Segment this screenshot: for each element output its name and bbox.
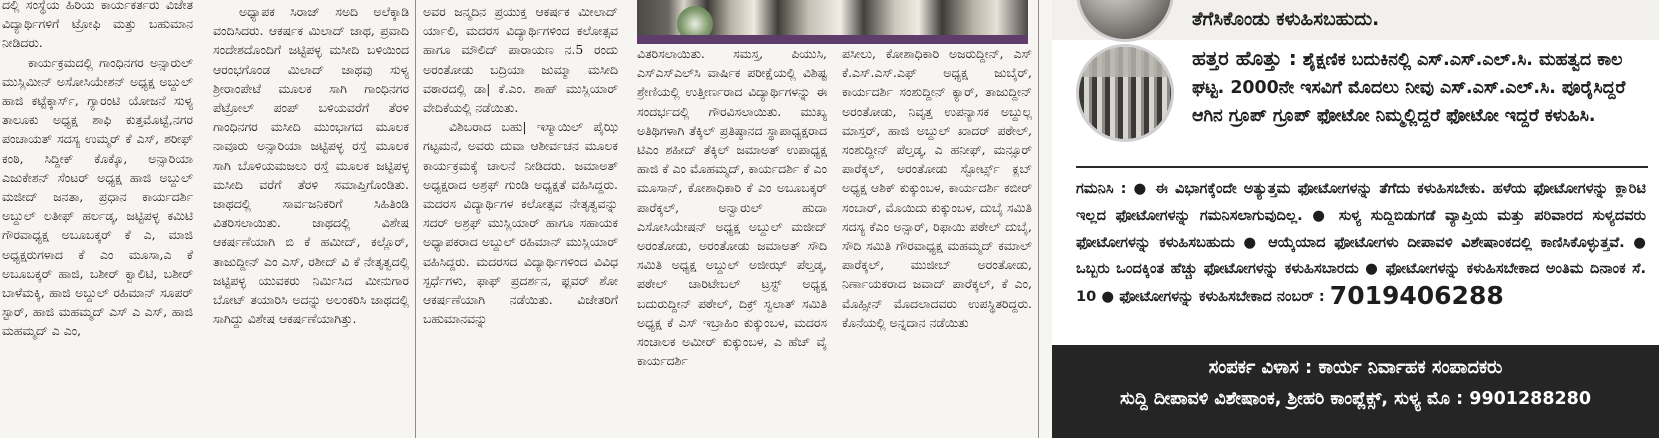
- column-divider: [1038, 0, 1039, 438]
- contact-line-1: ಸಂಪರ್ಕ ವಿಳಾಸ : ಕಾರ್ಯ ನಿರ್ವಾಹಕ ಸಂಪಾದಕರು: [1208, 357, 1503, 378]
- group-photo-circle: [1076, 44, 1174, 142]
- paragraph: ವಿಶಿಬರಾದ ಬಹು| ಇಸ್ಮಾಯಿಲ್ ಪೈಝಿ ಗಟ್ಟಮನೆ, ಅವರು ದುವಾ ಆಶೀರ್ವಚನ ಮೂಲಕ ಕಾರ್ಯಕ್ರಮಕ್ಕೆ ಚಾಲನೆ ನೀಡಿದರು. ಜಮಾಅತ್ ಅಧ್ಯಕ್ಷರಾದ ಅಶ್ರಫ್ ಗುಂಡಿ ಅಧ್ಯಕ್ಷತೆ ವಹಿಸಿದ್ದರು. ಮದರಸ ವಿದ್ಯಾರ್ಥಿಗಳ ಕಲೋತ್ಸವ ನೇತೃತ್ವವನ್ನು ಸದರ್ ಅಶ್ರಫ್ ಮುಸ್ಲಿಯಾರ್ ಹಾಗೂ ಸಹಾಯಕ ಅಧ್ಯಾಪಕರಾದ ಅಬ್ದುಲ್ ರಹಿಮಾನ್ ಮುಸ್ಲಿಯಾರ್ ವಹಿಸಿದ್ದರು. ಮದರಸದ ವಿದ್ಯಾರ್ಥಿಗಳಿಂದ ವಿವಿಧ ಸ್ಪರ್ಧೆಗಳು, ಫಾಫ್ ಪ್ರದರ್ಶನ, ಫ್ಲವರ್ ಶೋ ಆಕರ್ಷಣೆಯಾಗಿ ನಡೆಯಿತು. ವಿಜೇತರಿಗೆ ಬಹುಮಾನವನ್ನು: [423, 119, 618, 327]
- notice-body: ಗಮನಿಸಿ : ● ಈ ವಿಭಾಗಕ್ಕೆಂದೇ ಅತ್ಯುತ್ತಮ ಫೋಟೋಗಳನ್ನು ತೆಗೆದು ಕಳುಹಿಸಬೇಕು. ಹಳೆಯ ಫೋಟೋಗಳನ್ನು ಕ್ಲಾರಿಟಿ ಇಲ್ಲದ ಫೋಟೋಗಳನ್ನು ಗಮನಿಸಲಾಗುವುದಿಲ್ಲ. ● ಸುಳ್ಯ ಸುದ್ದಿಬಿಡುಗಡೆ ವ್ಯಾಪ್ತಿಯ ಮತ್ತು ಪರಿವಾರದ ಸುಳ್ಯದವರು ಫೋಟೋಗಳನ್ನು ಕಳುಹಿಸಬಹುದು ● ಆಯ್ಕೆಯಾದ ಫೋಟೋಗಳು ದೀಪಾವಳಿ ವಿಶೇಷಾಂಕದಲ್ಲಿ ಕಾಣಿಸಿಕೊಳ್ಳುತ್ತವೆ. ● ಒಬ್ಬರು ಒಂದಕ್ಕಿಂತ ಹೆಚ್ಚು ಫೋಟೋಗಳನ್ನು ಕಳುಹಿಸಬಾರದು ● ಫೋಟೋಗಳನ್ನು ಕಳುಹಿಸಬೇಕಾದ ಅಂತಿಮ ದಿನಾಂಕ ಸೆ. 10 ● ಫೋಟೋಗಳನ್ನು ಕಳುಹಿಸಬೇಕಾದ ನಂಬರ್ :: [1076, 180, 1646, 306]
- paragraph: ಅವರ ಜನ್ಮದಿನ ಪ್ರಯುಕ್ತ ಆಕರ್ಷಕ ಮೀಲಾದ್ ರ್ಯಾಲಿ, ಮದರಸ ವಿದ್ಯಾರ್ಥಿಗಳಿಂದ ಕಲೋತ್ಸವ ಹಾಗೂ ಮೌಲಿದ್ ಪಾರಾಯಣ ನ.5 ರಂದು ಅರಂತೋಡು ಬದ್ರಿಯಾ ಜುಮ್ಮಾ ಮಸೀದಿ ವಠಾರದಲ್ಲಿ ಡಾ| ಕೆ.ಎಂ. ಶಾಹ್ ಮುಸ್ಲಿಯಾರ್ ವೇದಿಕೆಯಲ್ಲಿ ನಡೆಯಿತು.: [423, 4, 618, 116]
- section-hattara-hottu: [1192, 44, 1652, 130]
- paragraph: ವಿತರಿಸಲಾಯಿತು. ಸಮಸ್ತ, ಪಿಯುಸಿ, ಎಸ್‌ಎಸ್‌ಎಲ್‌ಸಿ ವಾರ್ಷಿಕ ಪರೀಕ್ಷೆಯಲ್ಲಿ ವಿಶಿಷ್ಟ ಶ್ರೇಣಿಯಲ್ಲಿ ಉತ್ತೀರ್ಣರಾದ ವಿದ್ಯಾರ್ಥಿಗಳನ್ನು ಈ ಸಂದರ್ಭದಲ್ಲಿ ಗೌರವಿಸಲಾಯಿತು. ಮುಖ್ಯ ಅತಿಥಿಗಳಾಗಿ ತೆಕ್ಕಿಲ್ ಪ್ರತಿಷ್ಠಾನದ ಸ್ಥಾಪಾಧ್ಯಕ್ಷರಾದ ಟಿಎಂ ಶಹೀದ್ ತೆಕ್ಕಿಲ್ ಜಮಾಅತ್ ಉಪಾಧ್ಯಕ್ಷ ಹಾಜಿ ಕೆ ಎಂ ಮೊಹಮ್ಮದ್, ಕಾರ್ಯದರ್ಶಿ ಕೆ ಎಂ ಮೂಸಾನ್, ಕೋಶಾಧಿಕಾರಿ ಕೆ ಎಂ ಅಬೂಬಕ್ಕರ್ ಪಾರೆಕ್ಕಲ್, ಅನ್ವಾರುಲ್ ಹುದಾ ಎಸೋಸಿಯೇಷನ್ ಅಧ್ಯಕ್ಷ ಅಬ್ದುಲ್ ಮಜೀದ್ ಅರಂತೋಡು, ಅರಂತೋಡು ಜಮಾಅತ್ ಸೌದಿ ಸಮಿತಿ ಅಧ್ಯಕ್ಷ ಅಬ್ದುಲ್ ಅಜೀಝ್ ಪೆಲ್ತಡ್ಕ, ಪಠೇಲ್ ಚಾರಿಟೇಬಲ್ ಟ್ರಸ್ಟ್ ಅಧ್ಯಕ್ಷ ಬದುರುದ್ದೀನ್ ಪಠೇಲ್, ದಿಕ್ರ್ ಸ್ವಲಾತ್ ಸಮಿತಿ ಅಧ್ಯಕ್ಷ ಕೆ ಎಸ್ ಇಬ್ರಾಹಿಂ ಕುಕ್ಕುಂಬಳ, ಮದರಸ ಸಂಚಾಲಕ ಅಮೀರ್ ಕುಕ್ಕುಂಬಳ, ಎ ಹೆಚ್ ವೈ ಕಾರ್ಯದರ್ಶಿ: [637, 46, 827, 369]
- article-column-2: [213, 2, 409, 428]
- article-column-1: [2, 0, 193, 433]
- paragraph: ಪಸೀಲು, ಕೋಶಾಧಿಕಾರಿ ಅಜರುದ್ದೀನ್, ಎಸ್ ಕೆ.ಎಸ್.ಎಸ್.ಎಫ್ ಅಧ್ಯಕ್ಷ ಜುಬೈರ್, ಕಾರ್ಯದರ್ಶಿ ಸಂಶುದ್ದೀನ್ ಕ್ಯಾರ್, ತಾಜುದ್ದೀನ್ ಅರಂತೋಡು, ನಿವೃತ್ತ ಉಪನ್ಯಾಸಕ ಅಬ್ದುಲ್ಲ ಮಾಸ್ತರ್, ಹಾಜಿ ಅಬ್ದುಲ್ ಖಾದರ್ ಪಠೇಲ್, ಸಂಶುದ್ದೀನ್ ಪೆಲ್ತಡ್ಕ, ಎ ಹನೀಫ್, ಮನ್ಸೂರ್ ಪಾರೆಕ್ಕಲ್, ಅರಂತೋಡು ಸ್ಪೋರ್ಟ್ಸ್ ಕ್ಲಬ್ ಅಧ್ಯಕ್ಷ ಆಶಿಕ್ ಕುಕ್ಕುಂಬಳ, ಕಾರ್ಯದರ್ಶಿ ಕಬೀರ್ ಸಂಬಾರ್, ಮೊಯಿದು ಕುಕ್ಕುಂಬಳ, ದುಬೈ ಸಮಿತಿ ಸದಸ್ಯ ಕೆಎಂ ಅನ್ಸಾರ್, ರಿಫಾಯಿ ಪಠೇಲ್ ದುಬೈ, ಸೌದಿ ಸಮಿತಿ ಗೌರವಾಧ್ಯಕ್ಷ ಮಹಮ್ಮದ್ ಕಮಾಲ್ ಪಾರೆಕ್ಕಲ್, ಮುಜೀಬ್ ಅರಂತೋಡು, ನಿರ್ಣಾಯಕರಾದ ಜವಾದ್ ಪಾರೆಕ್ಕಲ್, ಕೆ ಎಂ, ಮೊಹ್ಸೀನ್ ಮೊದಲಾದವರು ಉಪಸ್ಥಿತರಿದ್ದರು. ಕೊನೆಯಲ್ಲಿ ಅನ್ನದಾನ ನಡೆಯಿತು: [842, 46, 1032, 330]
- contact-box: [1052, 345, 1659, 438]
- photo-invite-panel: [1052, 0, 1659, 438]
- article-column-5: [842, 44, 1032, 434]
- panel-top-line: ತೆಗೆಸಿಕೊಂಡು ಕಳುಹಿಸಬಹುದು.: [1192, 9, 1380, 30]
- section-lead: ಹತ್ತರ ಹೊತ್ತು :: [1192, 46, 1297, 70]
- column-divider: [415, 0, 416, 438]
- panel-divider: [1076, 166, 1648, 168]
- notice-text: [1076, 176, 1646, 311]
- contact-line-2: ಸುದ್ದಿ ದೀಪಾವಳಿ ವಿಶೇಷಾಂಕ, ಶ್ರೀಹರಿ ಕಾಂಪ್ಲೆಕ್ಸ್, ಸುಳ್ಯ ಮೊ : 9901288280: [1119, 389, 1592, 409]
- event-photo: [637, 0, 1028, 44]
- section-body: ಶೈಕ್ಷಣಿಕ ಬದುಕಿನಲ್ಲಿ ಎಸ್.ಎಸ್.ಎಲ್.ಸಿ. ಮಹತ್ವದ ಕಾಲ ಘಟ್ಟ. 2000ನೇ ಇಸವಿಗೆ ಮೊದಲು ನೀವು ಎಸ್.ಎಸ್.ಎಲ್.ಸಿ. ಪೂರೈಸಿದ್ದರೆ ಆಗಿನ ಗ್ರೂಪ್ ಗ್ರೂಪ್ ಫೋಟೋ ನಿಮ್ಮಲ್ಲಿದ್ದರೆ ಫೋಟೋ ಇದ್ದರೆ ಕಳುಹಿಸಿ.: [1192, 50, 1626, 126]
- article-column-3: [423, 2, 618, 432]
- paragraph: ಅಧ್ಯಾಪಕ ಸಿರಾಜ್ ಸಅದಿ ಅಲೆಕ್ಕಾಡಿ ವಂದಿಸಿದರು. ಆಕರ್ಷಕ ಮಿಲಾದ್ ಜಾಥ, ಪ್ರವಾದಿ ಸಂದೇಶದೊಂದಿಗೆ ಜಟ್ಟಿಪಳ್ಳ ಮಸೀದಿ ಬಳಿಯಿಂದ ಆರಂಭಗೊಂಡ ಮಿಲಾದ್ ಜಾಥವು ಸುಳ್ಯ ಶ್ರೀರಾಂಪೇಟೆ ಮೂಲಕ ಸಾಗಿ ಗಾಂಧಿನಗರ ಪೆಟ್ರೋಲ್ ಪಂಪ್ ಬಳಿಯವರೆಗೆ ತೆರಳಿ ಗಾಂಧಿನಗರ ಮಸೀದಿ ಮುಂಭಾಗದ ಮೂಲಕ ನಾವೂರು ಅನ್ಸಾರಿಯಾ ಜಟ್ಟಿಪಳ್ಳ ರಸ್ತೆ ಮೂಲಕ ಸಾಗಿ ಬೊಳಿಯಮಜಲು ರಸ್ತೆ ಮೂಲಕ ಜಟ್ಟಿಪಳ್ಳ ಮಸೀದಿ ವರೆಗೆ ತೆರಳಿ ಸಮಾಪ್ತಿಗೊಂಡಿತು. ಜಾಥದಲ್ಲಿ ಸಾರ್ವಜನಿಕರಿಗೆ ಸಿಹಿತಿಂಡಿ ವಿತರಿಸಲಾಯಿತು. ಜಾಥದಲ್ಲಿ ವಿಶೇಷ ಆಕರ್ಷಣೆಯಾಗಿ ಬಿ ಕೆ ಹಮೀದ್, ಕಲ್ಲೊರ್, ತಾಜುದ್ದೀನ್ ಎಂ ಎಸ್, ರಶೀದ್ ವಿ ಕೆ ನೇತೃತ್ವದಲ್ಲಿ ಜಟ್ಟಿಪಳ್ಳ ಯುವಕರು ನಿರ್ಮಿಸಿದ ಮೀನುಗಾರ ಬೋಟ್ ತಯಾರಿಸಿ ಅದನ್ನು ಅಲಂಕರಿಸಿ ಜಾಥದಲ್ಲಿ ಸಾಗಿದ್ದು ವಿಶೇಷ ಆಕರ್ಷಣೆಯಾಗಿತ್ತು.: [213, 4, 409, 327]
- submission-phone: 7019406288: [1329, 281, 1504, 311]
- paragraph: ದಲ್ಲಿ ಸಂಸ್ಥೆಯ ಹಿರಿಯ ಕಾರ್ಯಕರ್ತರು ವಿಜೇತ ವಿದ್ಯಾರ್ಥಿಗಳಿಗೆ ಟ್ರೋಫಿ ಮತ್ತು ಬಹುಮಾನ ನೀಡಿದರು.: [2, 0, 193, 51]
- paragraph: ಕಾರ್ಯಕ್ರಮದಲ್ಲಿ ಗಾಂಧಿನಗರ ಅನ್ಸಾರುಲ್ ಮುಸ್ಲಿಮೀನ್ ಅಸೋಸಿಯೇಶನ್ ಅಧ್ಯಕ್ಷ ಅಬ್ದುಲ್ ಹಾಜಿ ಕಟ್ಟೆಕ್ಕಾರ್ಸ್, ಗ್ಯಾರಂಟಿ ಯೋಜನೆ ಸುಳ್ಯ ತಾಲೂಕು ಅಧ್ಯಕ್ಷ ಶಾಫಿ ಕುತ್ತಮೊಟ್ಟೆ,ನಗರ ಪಂಚಾಯತ್ ಸದಸ್ಯ ಉಮ್ಮರ್ ಕೆ ಎಸ್, ಶರೀಫ್ ಕಂಠಿ, ಸಿದ್ದೀಕ್ ಕೊಕ್ಕೊ, ಅನ್ಸಾರಿಯಾ ಎಜುಕೇಶನ್ ಸೆಂಟರ್ ಅಧ್ಯಕ್ಷ ಹಾಜಿ ಅಬ್ದುಲ್ ಮಜೀದ್ ಜನತಾ, ಪ್ರಧಾನ ಕಾರ್ಯದರ್ಶಿ ಅಬ್ದುಲ್ ಲತೀಫ್ ಹರ್ಲಡ್ಕ, ಜಟ್ಟಿಪಳ್ಳ ಕಮಿಟಿ ಗೌರವಾಧ್ಯಕ್ಷ ಅಬೂಬಕ್ಕರ್ ಕೆ ಎ, ಮಾಜಿ ಅಧ್ಯಕ್ಷರುಗಳಾದ ಕೆ ಎಂ ಮೂಸಾ,ಎ ಕೆ ಅಬೂಬಕ್ಕರ್ ಹಾಜಿ, ಬಶೀರ್ ಕ್ವಾಲಿಟಿ, ಬಶೀರ್ ಬಾಳೆಮಕ್ಕಿ, ಹಾಜಿ ಅಬ್ದುಲ್ ರಹಿಮಾನ್ ಸೂಪರ್ ಸ್ಟಾರ್, ಹಾಜಿ ಮಹಮ್ಮದ್ ಎಸ್ ಎ ಎಸ್, ಹಾಜಿ ಮಹಮ್ಮದ್ ಎ ಎಂ,: [2, 54, 193, 339]
- article-column-4: [637, 44, 827, 434]
